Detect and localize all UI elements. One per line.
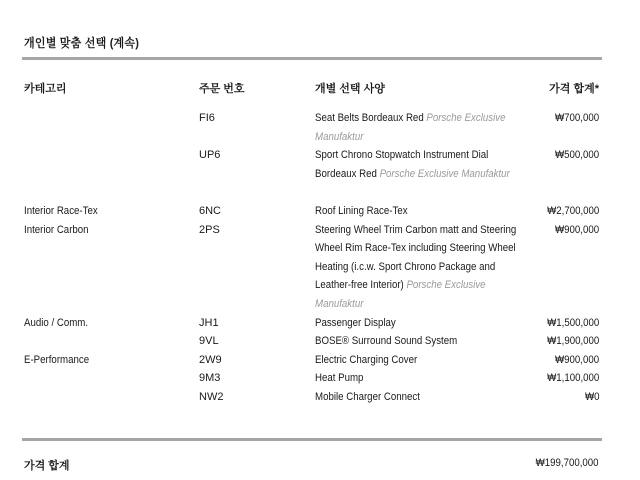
row-option (315, 314, 520, 333)
row-price: ₩700,000 (554, 112, 599, 124)
row-price: ₩1,500,000 (546, 316, 599, 329)
table-row (0, 332, 640, 351)
row-option (315, 221, 520, 314)
row-option-text: Passenger Display (315, 316, 396, 329)
row-category: E-Performance (24, 353, 90, 366)
total-value: ₩199,700,000 (536, 457, 599, 469)
row-option-text: Roof Lining Race-Tex (315, 205, 408, 217)
row-order-no: NW2 (199, 390, 224, 403)
row-category: Interior Carbon (24, 223, 89, 236)
row-option (315, 369, 520, 388)
row-option-text: Electric Charging Cover (315, 353, 418, 366)
total-label: 가격 합계 (24, 460, 70, 472)
row-option (315, 202, 520, 221)
column-header-category: 카테고리 (24, 83, 67, 95)
row-category: Interior Race-Tex (24, 205, 98, 217)
row-order-no: 2W9 (199, 353, 222, 366)
row-order-no: FI6 (199, 112, 215, 124)
table-row (0, 314, 640, 333)
row-option (315, 146, 520, 183)
table-row (0, 221, 640, 314)
total-divider (22, 438, 602, 441)
row-option (315, 332, 520, 351)
table-row (0, 369, 640, 388)
row-price: ₩900,000 (554, 353, 599, 366)
page-title: 개인별 맞춤 선택 (계속) (24, 36, 140, 50)
column-header-price: 가격 합계* (549, 83, 599, 95)
header-divider (22, 57, 602, 60)
table-row (0, 351, 640, 370)
row-order-no: 9VL (199, 335, 219, 347)
row-option-text: Heat Pump (315, 372, 364, 384)
table-row (0, 388, 640, 407)
row-option (315, 388, 520, 407)
table-header (0, 80, 640, 96)
row-price: ₩2,700,000 (546, 205, 599, 217)
row-price: ₩0 (584, 390, 599, 403)
row-option-note: Porsche Exclusive Manufaktur (315, 112, 506, 143)
table-row (0, 109, 640, 146)
row-order-no: 2PS (199, 223, 220, 236)
row-price: ₩900,000 (554, 223, 599, 236)
row-option (315, 109, 520, 146)
row-price: ₩1,100,000 (546, 372, 599, 384)
options-table (0, 109, 640, 406)
row-option-text: Steering Wheel Trim Carbon matt and Steering Wheel Rim Race-Tex including Steering Wheel Heating (i.c.w. Sport Chrono Package and Leather-free Interior) (315, 223, 517, 291)
row-option (315, 351, 520, 370)
row-option-note: Porsche Exclusive Manufaktur (315, 279, 486, 310)
table-row (0, 202, 640, 221)
row-option-text: Seat Belts Bordeaux Red (315, 112, 424, 124)
row-price: ₩1,900,000 (546, 335, 599, 347)
row-order-no: UP6 (199, 149, 221, 161)
row-option-text: BOSE® Surround Sound System (315, 335, 458, 347)
column-header-order-no: 주문 번호 (199, 83, 245, 95)
table-row (0, 146, 640, 202)
row-option-text: Mobile Charger Connect (315, 390, 420, 403)
row-order-no: JH1 (199, 316, 219, 329)
row-order-no: 6NC (199, 205, 222, 217)
row-price: ₩500,000 (554, 149, 599, 161)
column-header-option: 개별 선택 사양 (315, 83, 385, 95)
row-option-note: Porsche Exclusive Manufaktur (379, 167, 510, 180)
row-order-no: 9M3 (199, 372, 221, 384)
row-category: Audio / Comm. (24, 316, 89, 329)
row-option-text: Sport Chrono Stopwatch Instrument Dial Bordeaux Red (315, 149, 489, 180)
